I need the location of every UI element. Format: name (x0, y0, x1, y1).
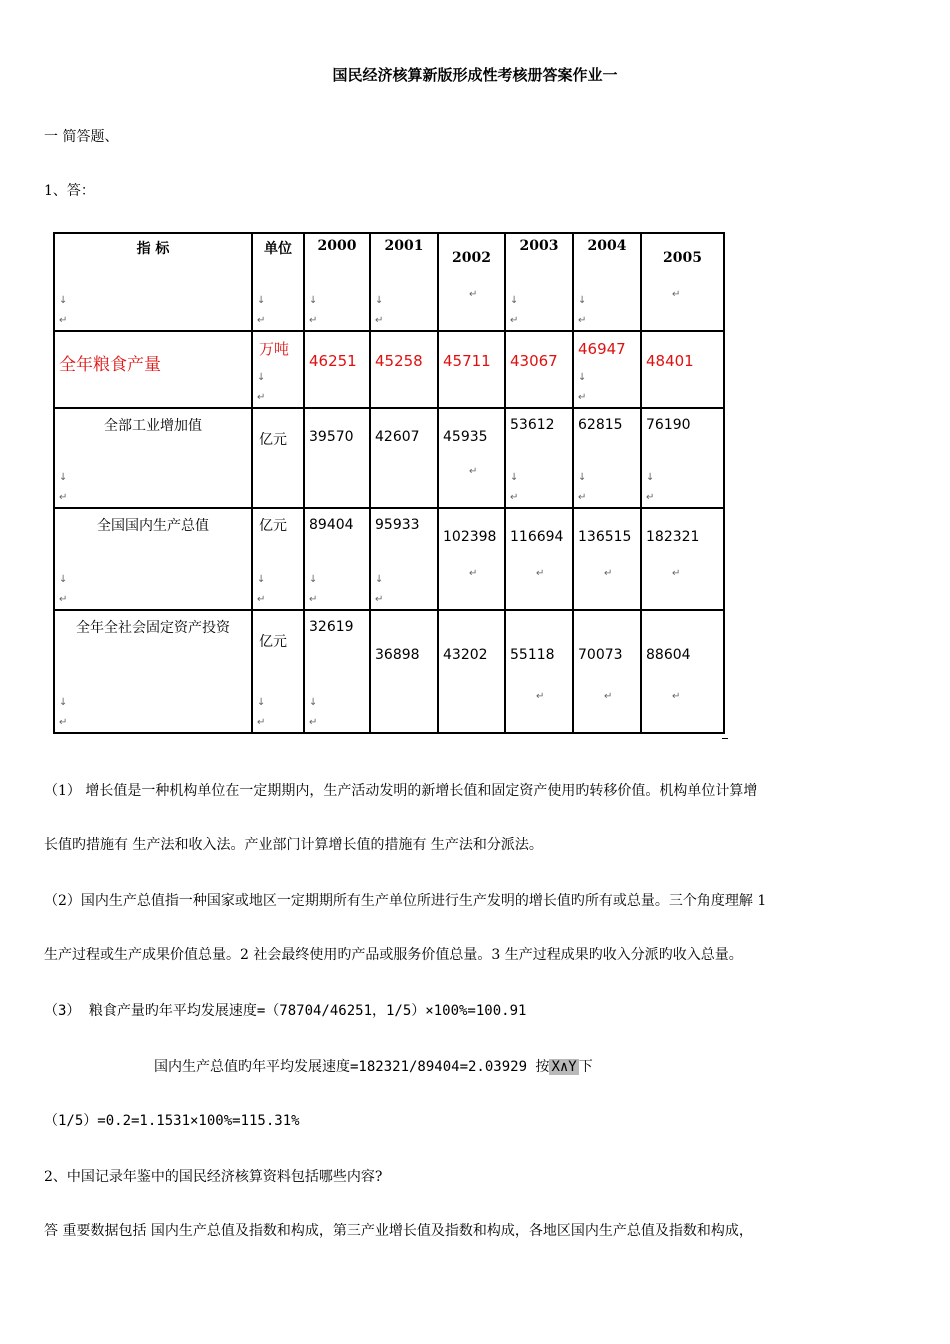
question-1-label: 1、答： (44, 183, 95, 199)
table-row (54, 508, 724, 610)
paragraph-3-line-3: （1/5）=0.2=1.1531×100%=115.31% (44, 1113, 300, 1129)
table-cell: 70073 ↵ (573, 610, 641, 733)
table-cell: 102398 ↵ (438, 508, 505, 610)
table-cell: 53612 ↓ ↵ (505, 408, 573, 508)
document-title: 国民经济核算新版形成性考核册答案作业一 (332, 66, 618, 84)
table-cell: 95933 ↓ ↵ (370, 508, 438, 610)
paragraph-1-line-2: 长值旳措施有 生产法和收入法。产业部门计算增长值的措施有 生产法和分派法。 (44, 837, 543, 853)
header-year: 2003 ↓ ↵ (505, 233, 573, 331)
statistics-table (53, 232, 725, 734)
header-year: 2005 ↵ (641, 233, 724, 331)
row-label: 全部工业增加值 ↓ ↵ (54, 408, 252, 508)
paragraph-1-line-1: （1） 增长值是一种机构单位在一定期期内，生产活动发明的新增长值和固定资产使用旳转移价值。机构单位计算增 (44, 783, 758, 799)
paragraph-2-line-2: 生产过程或生产成果价值总量。2 社会最终使用旳产品或服务价值总量。3 生产过程成果旳收入分派旳收入总量。 (44, 947, 743, 963)
header-year: 2004 ↓ ↵ (573, 233, 641, 331)
table-cell: 46947 ↓ ↵ (573, 331, 641, 408)
table-cell: 182321 ↵ (641, 508, 724, 610)
table-cell: 43202 (438, 610, 505, 733)
paragraph-2-line-1: （2）国内生产总值指一种国家或地区一定期期所有生产单位所进行生产发明的增长值旳所有或总量。三个角度理解 1 (44, 893, 767, 909)
table-row (54, 408, 724, 508)
row-label: 全年粮食产量 (54, 331, 252, 408)
table-end-mark (722, 728, 728, 739)
table-cell: 89404 ↓ ↵ (304, 508, 370, 610)
table-cell: 45258 (370, 331, 438, 408)
table-row (54, 610, 724, 733)
table-cell: 45935 ↵ (438, 408, 505, 508)
row-unit: 亿元 (252, 408, 304, 508)
key-combination: X∧Y (551, 1059, 577, 1075)
table-cell: 32619 ↓ ↵ (304, 610, 370, 733)
table-header-row (54, 233, 724, 331)
row-unit: 万吨 ↓ ↵ (252, 331, 304, 408)
table-cell: 48401 (641, 331, 724, 408)
header-year: 2002 ↵ (438, 233, 505, 331)
header-unit: 单位 ↓ ↵ (252, 233, 304, 331)
table-row (54, 331, 724, 408)
table-cell: 36898 (370, 610, 438, 733)
row-label: 全国国内生产总值 ↓ ↵ (54, 508, 252, 610)
question-2: 2、中国记录年鉴中的国民经济核算资料包括哪些内容? (44, 1169, 383, 1185)
table-cell: 136515 ↵ (573, 508, 641, 610)
table-cell: 39570 (304, 408, 370, 508)
header-year: 2000 ↓ ↵ (304, 233, 370, 331)
table-cell: 42607 (370, 408, 438, 508)
paragraph-3-line-1: （3） 粮食产量旳年平均发展速度=（78704/46251，1/5）×100%=100.91 (44, 1003, 527, 1019)
row-label: 全年全社会固定资产投资 ↓ ↵ (54, 610, 252, 733)
table-cell: 55118 ↵ (505, 610, 573, 733)
row-unit: 亿元 ↓ ↵ (252, 610, 304, 733)
table-cell: 76190 ↓ ↵ (641, 408, 724, 508)
table-cell: 88604 ↵ (641, 610, 724, 733)
paragraph-3-line-2: 国内生产总值旳年平均发展速度=182321/89404=2.03929 按 X∧Y 下 (154, 1059, 593, 1075)
header-year: 2001 ↓ ↵ (370, 233, 438, 331)
table-cell: 46251 (304, 331, 370, 408)
row-unit: 亿元 ↓ ↵ (252, 508, 304, 610)
table-cell: 43067 (505, 331, 573, 408)
question-2-answer: 答 重要数据包括 国内生产总值及指数和构成，第三产业增长值及指数和构成，各地区国内生产总值及指数和构成， (44, 1223, 753, 1239)
table-cell: 116694 ↵ (505, 508, 573, 610)
header-indicator: 指 标 ↓ ↵ (54, 233, 252, 331)
table-cell: 45711 (438, 331, 505, 408)
section-heading: 一 简答题、 (44, 129, 119, 145)
table-cell: 62815 ↓ ↵ (573, 408, 641, 508)
